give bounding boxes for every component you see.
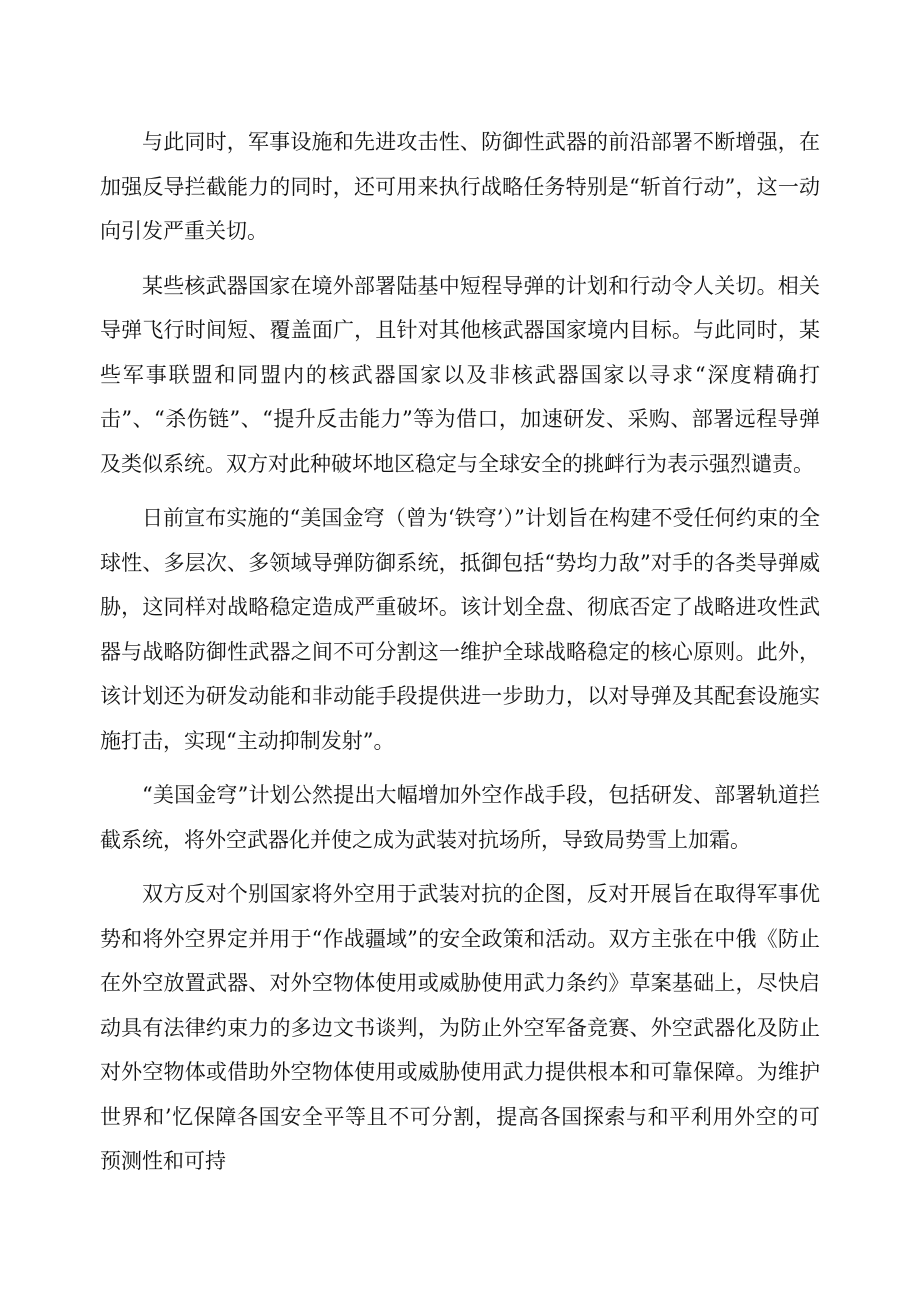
paragraph-missile-deployment: 某些核武器国家在境外部署陆基中短程导弹的计划和行动令人关切。相关导弹飞行时间短、覆盖面广，且针对其他核武器国家境内目标。与此同时，某些军事联盟和同盟内的核武器国家以及非核武器国家以寻求“深度精确打击”、“杀伤链”、“提升反击能力”等为借口，加速研发、采购、部署远程导弹及类似系统。双方对此种破坏地区稳定与全球安全的挑衅行为表示强烈谴责。 [100, 273, 820, 476]
paragraph-space-weaponization: “美国金穹”计划公然提出大幅增加外空作战手段，包括研发、部署轨道拦截系统，将外空武器化并使之成为武装对抗场所，导致局势雪上加霜。 [100, 783, 820, 852]
paragraph-forward-deployment: 与此同时，军事设施和先进攻击性、防御性武器的前沿部署不断增强，在加强反导拦截能力的同时，还可用来执行战略任务特别是“斩首行动”，这一动向引发严重关切。 [100, 130, 820, 243]
document-body [100, 120, 820, 1194]
paragraph-golden-dome: 日前宣布实施的“美国金穹（曾为‘铁穹’）”计划旨在构建不受任何约束的全球性、多层次、多领域导弹防御系统，抵御包括“势均力敌”对手的各类导弹威胁，这同样对战略稳定造成严重破坏。该计划全盘、彻底否定了战略进攻性武器与战略防御性武器之间不可分割这一维护全球战略稳定的核心原则。此外，该计划还为研发动能和非动能手段提供进一步助力，以对导弹及其配套设施实施打击，实现“主动抑制发射”。 [100, 506, 820, 753]
paragraph-outer-space-treaty: 双方反对个别国家将外空用于武装对抗的企图，反对开展旨在取得军事优势和将外空界定并用于“作战疆域”的安全政策和活动。双方主张在中俄《防止在外空放置武器、对外空物体使用或威胁使用武力条约》草案基础上，尽快启动具有法律约束力的多边文书谈判，为防止外空军备竞赛、外空武器化及防止对外空物体或借助外空物体使用或威胁使用武力提供根本和可靠保障。为维护世界和’忆保障各国安全平等且不可分割，提高各国探索与和平利用外空的可预测性和可持 [100, 882, 820, 1173]
